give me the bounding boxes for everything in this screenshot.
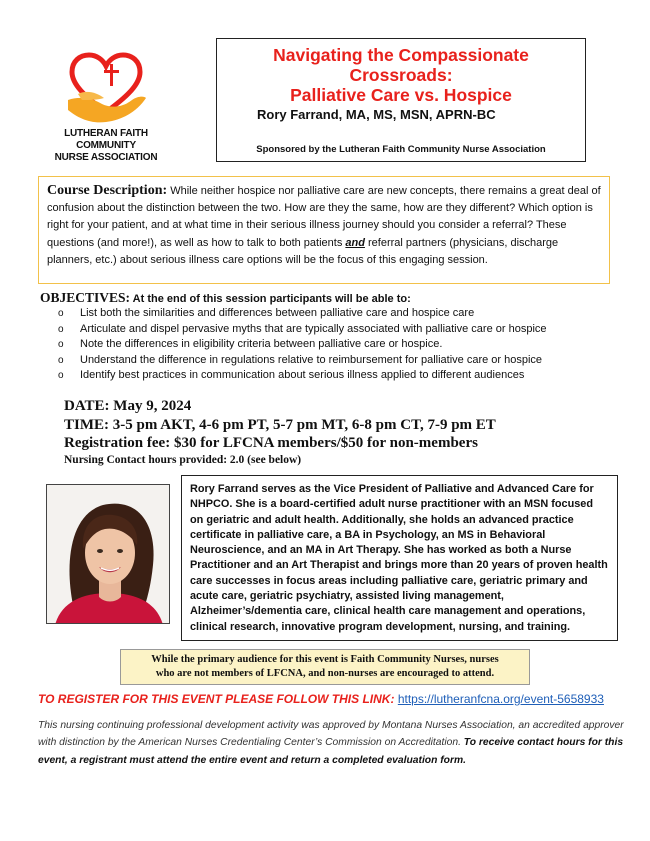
objective-text: Identify best practices in communication about serious illness applied to different audiences	[80, 369, 525, 382]
register-section	[38, 692, 628, 706]
bullet: o	[58, 370, 64, 382]
approval-text: This nursing continuing professional development activity was approved by Montana Nurses Association, an accredited approver with distinction by the American Nurses Credentialing Center’s Commission on Accreditation.	[38, 720, 624, 749]
objectives-heading	[40, 290, 620, 306]
objectives-list	[40, 306, 620, 384]
objectives-intro: At the end of this session participants will be able to:	[130, 293, 411, 305]
list-item	[58, 306, 620, 322]
course-emphasis: and	[345, 236, 365, 249]
objective-text: Articulate and dispel pervasive myths that are typically associated with palliative care or hospice	[80, 322, 547, 335]
course-text-part-2: referral partners (physicians, discharge planners, etc.) about serious illness care options will be the focus of this engaging session.	[47, 236, 559, 266]
course-description-label: Course Description:	[47, 183, 168, 198]
course-text-part-1: While neither hospice nor palliative care are new concepts, there remains a great deal of confusion about the distinction between the two. How are they the same, how are they different? Which option is right for your patient, and at what time in their serious illness journey should you consider a referral? These questions (and more!), as well as how to talk to both patients	[47, 185, 601, 249]
event-time: TIME: 3-5 pm AKT, 4-6 pm PT, 5-7 pm MT, 6-8 pm CT, 7-9 pm ET	[64, 416, 496, 433]
approval-requirement: To receive contact hours for this event, a registrant must attend the entire event and return a completed evaluation form.	[38, 737, 624, 766]
objective-text: List both the similarities and differences between palliative care and hospice care	[80, 307, 475, 319]
list-item	[58, 368, 620, 384]
presenter-portrait-icon	[47, 485, 170, 624]
list-item	[58, 337, 620, 353]
title-line-2: Crossroads:	[349, 65, 453, 85]
audience-line-1: While the primary audience for this event is Faith Community Nurses, nurses	[151, 654, 499, 665]
title-line-3: Palliative Care vs. Hospice	[290, 85, 512, 105]
bullet: o	[58, 354, 64, 366]
title-line-1: Navigating the Compassionate	[273, 45, 529, 65]
lfcna-logo	[36, 50, 176, 163]
heart-hand-cross-icon	[64, 50, 148, 126]
objectives-label: OBJECTIVES:	[40, 290, 131, 305]
contact-hours: Nursing Contact hours provided: 2.0 (see below)	[64, 453, 302, 466]
list-item	[58, 322, 620, 338]
title-box	[216, 38, 586, 162]
presenter-name: Rory Farrand, MA, MS, MSN, APRN-BC	[257, 107, 496, 122]
event-date: DATE: May 9, 2024	[64, 398, 192, 414]
list-item	[58, 353, 620, 369]
bullet: o	[58, 323, 64, 335]
approval-statement	[38, 717, 624, 769]
bullet: o	[58, 308, 64, 319]
event-details	[64, 397, 624, 468]
presenter-bio: Rory Farrand serves as the Vice President of Palliative and Advanced Care for NHPCO. She is a board-certified adult nurse practitioner with an MSN focused on geriatric and adult health. Additionally, she holds an advanced practice certificate in palliative care, a BA in Psychology, an MS in Behavioral Neuroscience, and an MA in Art Therapy. She has worked as both a Nurse Practitioner and an Art Therapist and brings more than 20 years of proven health care successes in focus areas including palliative care, geriatric primary and acute care, geriatric psychiatry, assisted living management, Alzheimer’s/dementia care, clinical health care management and operations, clinical research, innovative program development, nursing, and training.	[181, 475, 618, 641]
audience-note	[120, 649, 530, 685]
logo-line-2: NURSE ASSOCIATION	[54, 152, 158, 163]
audience-line-2: who are not members of LFCNA, and non-nurses are encouraged to attend.	[155, 668, 495, 679]
bullet: o	[58, 339, 64, 351]
register-cta: TO REGISTER FOR THIS EVENT PLEASE FOLLOW THIS LINK:	[38, 692, 395, 706]
register-link[interactable]: https://lutheranfcna.org/event-5658933	[397, 692, 604, 706]
objective-text: Understand the difference in regulations relative to reimbursement for palliative care or hospice	[80, 353, 543, 366]
course-description	[38, 176, 610, 284]
logo-line-1: LUTHERAN FAITH COMMUNITY	[64, 128, 148, 151]
objective-text: Note the differences in eligibility criteria between palliative care or hospice.	[80, 338, 443, 351]
presenter-photo	[46, 484, 170, 624]
registration-fee: Registration fee: $30 for LFCNA members/$50 for non-members	[64, 435, 478, 452]
objectives-section	[40, 290, 620, 384]
sponsor-text: Sponsored by the Lutheran Faith Community Nurse Association	[256, 144, 546, 155]
